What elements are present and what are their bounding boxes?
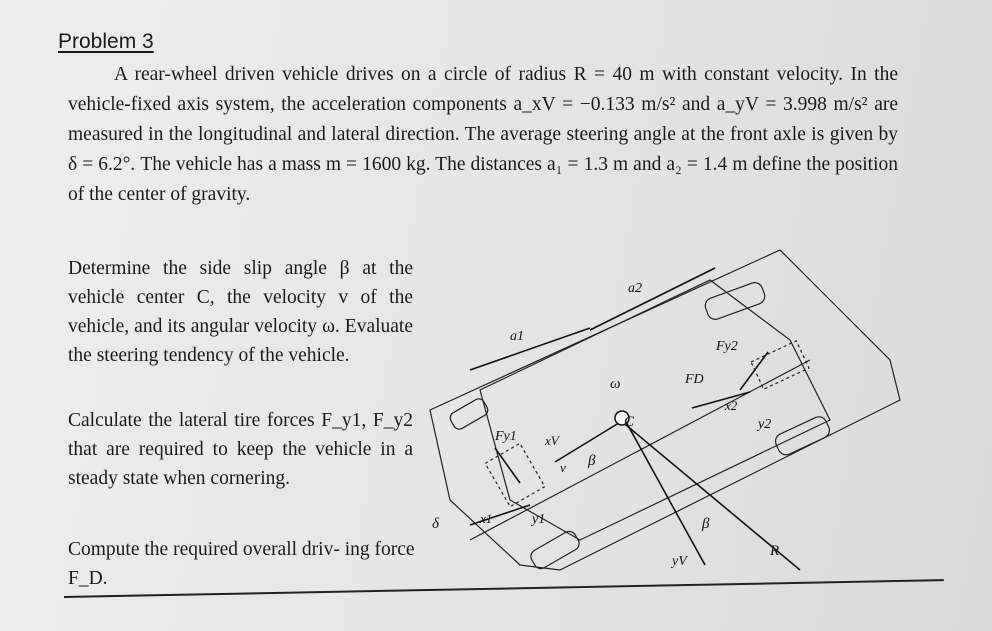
label-v: v [560, 460, 566, 475]
label-C: C [624, 414, 635, 430]
task-driving-force: Compute the required overall driv- ing force F_D. [68, 539, 415, 589]
label-xV: xV [545, 433, 559, 448]
problem-title: Problem 3 [58, 30, 154, 53]
label-a1: a1 [510, 329, 524, 344]
Fy1-arrow [495, 448, 520, 483]
task-side-slip: Determine the side slip angle β at the vehicle center C, the velocity v of the vehicle, and its angular velocity ω. Evaluate the steering tendency of the vehicle. [68, 258, 413, 366]
label-y1: y1 [532, 512, 546, 527]
front-right-wheel [773, 414, 832, 457]
label-x1: x1 [480, 511, 493, 526]
statement-line-5: vehicle has a mass m = 1600 kg. The distances a₁ = 1.3 m and a₂ = 1.4 m define the [175, 154, 831, 175]
yV-line [625, 420, 705, 565]
vehicle-cabin [480, 280, 830, 540]
label-y2: y2 [758, 417, 772, 432]
label-R: R [770, 543, 780, 559]
rear-left-wheel [448, 397, 490, 432]
label-beta-r: β [702, 516, 710, 532]
vehicle-figure [410, 240, 910, 600]
task-lateral-forces: Calculate the lateral tire forces F_y1, F_y2 that are required to keep the vehicle in a steady state when cornering. [68, 410, 413, 489]
label-beta-c: β [588, 453, 596, 469]
rear-right-wheel [528, 529, 581, 571]
label-delta: δ [432, 516, 439, 532]
label-a2: a2 [628, 281, 642, 296]
statement-line-4: lateral direction. The average steering angle at the front axle is given by δ = 6.2°. The [68, 124, 898, 175]
x1-line [470, 505, 530, 525]
statement-line-1: A rear-wheel driven vehicle drives on a circle of radius R = 40 m with [114, 64, 697, 85]
vehicle-axis-line [470, 360, 810, 540]
label-FD: FD [685, 372, 704, 387]
label-Fy1: Fy1 [495, 429, 517, 444]
statement-line-6: position of the center of gravity. [68, 154, 899, 205]
label-x2: x2 [725, 398, 738, 413]
statement-line-2: constant velocity. In the vehicle-fixed axis system, the acceleration components [68, 64, 898, 115]
vehicle-body [430, 250, 900, 570]
label-omega: ω [610, 376, 621, 392]
label-Fy2: Fy2 [716, 339, 738, 354]
a2-dimension [590, 268, 715, 330]
FD-arrow [692, 392, 750, 408]
label-yV: yV [672, 554, 687, 569]
problem-statement [68, 60, 898, 210]
statement-line-3: a_xV = −0.133 m/s² and a_yV = 3.998 m/s² are measured in the longitudinal and [68, 94, 898, 145]
